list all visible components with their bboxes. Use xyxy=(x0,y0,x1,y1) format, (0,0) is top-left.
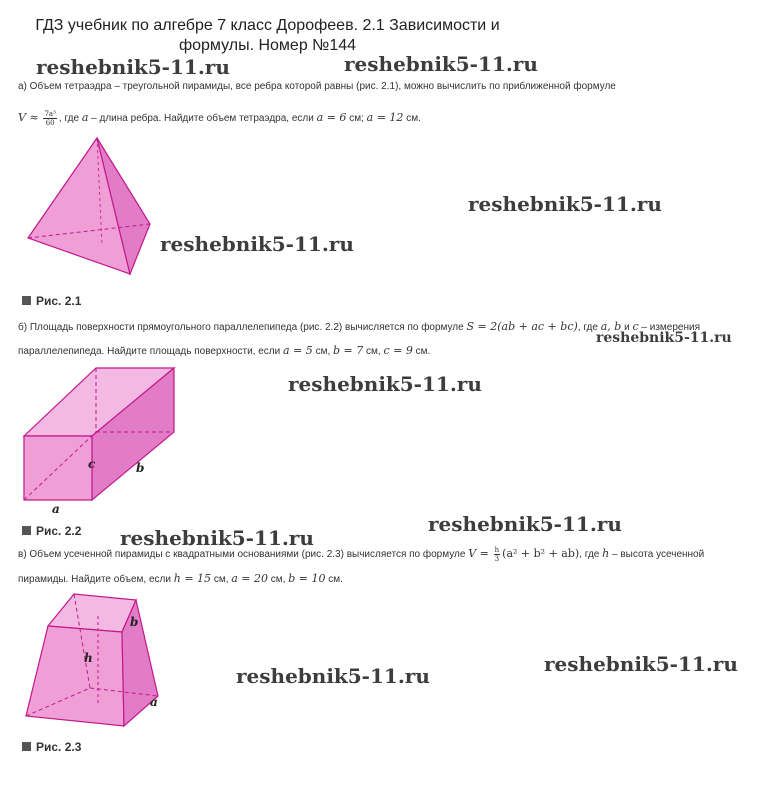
frustum-label-a: a xyxy=(150,695,158,709)
box-label-b: b xyxy=(136,461,145,475)
figure-2-3-caption-text: Рис. 2.3 xyxy=(36,740,82,754)
part-a-var-a: a xyxy=(81,111,89,125)
part-c-line-1 xyxy=(18,546,704,563)
part-c-text-4: пирамиды. Найдите объем, если xyxy=(18,574,171,585)
part-b-unit-1: см, xyxy=(315,346,331,357)
part-c-unit-1: см, xyxy=(213,574,229,585)
tetrahedron-figure xyxy=(18,134,178,294)
part-c-formula-rhs: (a² + b² + ab) xyxy=(502,547,580,561)
caption-marker xyxy=(22,742,31,751)
part-c-formula-lhs: V = xyxy=(468,547,489,561)
part-a-text-3: – длина ребра. Найдите объем тетраэдра, если xyxy=(91,113,314,125)
part-c-value-1: h = 15 xyxy=(173,572,212,585)
part-b-value-1: a = 5 xyxy=(283,344,313,357)
part-a-formula-lhs: V ≈ xyxy=(18,111,39,125)
watermark: reshebnik5-11.ru xyxy=(596,330,732,346)
part-c-fraction-numerator: h xyxy=(494,546,500,554)
page-title xyxy=(0,16,535,56)
part-a-text-2: , где xyxy=(58,113,80,125)
page-title-line-1: ГДЗ учебник по алгебре 7 класс Дорофеев. 2.1 Зависимости и xyxy=(35,17,500,34)
parallelepiped-figure xyxy=(18,364,188,516)
box-label-c: c xyxy=(88,457,96,471)
part-c-unit-3: см. xyxy=(328,574,343,585)
part-a-text-1: а) Объем тетраэдра – треугольной пирамиды, все ребра которой равны (рис. 2.1), можно вычислить по приближенной формуле xyxy=(18,81,616,92)
figure-2-3-caption xyxy=(22,740,81,754)
part-c-var-h: h xyxy=(602,547,610,561)
part-b-value-3: c = 9 xyxy=(383,344,413,357)
part-a-line-1 xyxy=(18,80,616,94)
figure-2-2-caption-text: Рис. 2.2 xyxy=(36,524,82,538)
part-a-fraction-denominator: 60 xyxy=(45,119,55,127)
part-b-line-2 xyxy=(18,344,430,359)
part-c-unit-2: см, xyxy=(270,574,286,585)
part-a-line-2 xyxy=(18,110,421,127)
caption-marker xyxy=(22,526,31,535)
part-a-value-2: a = 12 xyxy=(366,111,404,125)
part-b-vars: a, b xyxy=(600,320,622,333)
frustum-label-b: b xyxy=(130,615,139,629)
watermark: reshebnik5-11.ru xyxy=(36,55,230,79)
watermark: reshebnik5-11.ru xyxy=(236,664,430,688)
part-b-text-1: б) Площадь поверхности прямоугольного параллелепипеда (рис. 2.2) вычисляется по формуле xyxy=(18,322,464,333)
part-a-unit-2: см. xyxy=(406,113,421,125)
part-a-value-1: a = 6 xyxy=(316,111,347,125)
caption-marker xyxy=(22,296,31,305)
part-c-text-2: , где xyxy=(579,549,600,561)
page-title-line-2: формулы. Номер №144 xyxy=(178,37,357,54)
watermark: reshebnik5-11.ru xyxy=(288,372,482,396)
frustum-figure xyxy=(18,590,178,740)
part-c-value-3: b = 10 xyxy=(288,572,326,585)
part-b-formula: S = 2(ab + ac + bc) xyxy=(466,320,578,333)
watermark: reshebnik5-11.ru xyxy=(344,52,538,76)
part-a-fraction xyxy=(43,110,56,127)
watermark: reshebnik5-11.ru xyxy=(544,652,738,676)
part-a-unit-1: см; xyxy=(349,113,364,125)
frustum-front-face xyxy=(26,626,124,726)
frustum-label-h: h xyxy=(84,651,93,665)
watermark: reshebnik5-11.ru xyxy=(160,232,354,256)
part-b-and: и xyxy=(624,322,630,333)
part-a-fraction-numerator: 7a³ xyxy=(44,110,56,118)
box-label-a: a xyxy=(52,502,60,516)
part-c-fraction-denominator: 3 xyxy=(494,555,500,563)
part-c-fraction xyxy=(494,546,501,563)
figure-2-2-caption xyxy=(22,524,81,538)
part-b-unit-3: см. xyxy=(415,346,431,357)
figure-2-1-caption xyxy=(22,294,81,308)
part-c-value-2: a = 20 xyxy=(231,572,269,585)
watermark: reshebnik5-11.ru xyxy=(468,192,662,216)
watermark: reshebnik5-11.ru xyxy=(428,512,622,536)
watermark: reshebnik5-11.ru xyxy=(120,526,314,550)
part-b-value-2: b = 7 xyxy=(333,344,364,357)
frustum-top-face xyxy=(48,594,139,632)
part-b-text-4: параллелепипеда. Найдите площадь поверхности, если xyxy=(18,346,281,357)
part-c-text-3: – высота усеченной xyxy=(612,549,705,561)
part-b-var-c: c xyxy=(632,320,639,333)
part-b-text-3: – измерения xyxy=(641,322,701,333)
part-b-unit-2: см, xyxy=(366,346,381,357)
figure-2-1-caption-text: Рис. 2.1 xyxy=(36,294,82,308)
part-c-line-2 xyxy=(18,572,343,587)
part-c-text-1: в) Объем усеченной пирамиды с квадратными основаниями (рис. 2.3) вычисляется по формуле xyxy=(18,549,466,561)
part-b-text-2: , где xyxy=(577,322,598,333)
